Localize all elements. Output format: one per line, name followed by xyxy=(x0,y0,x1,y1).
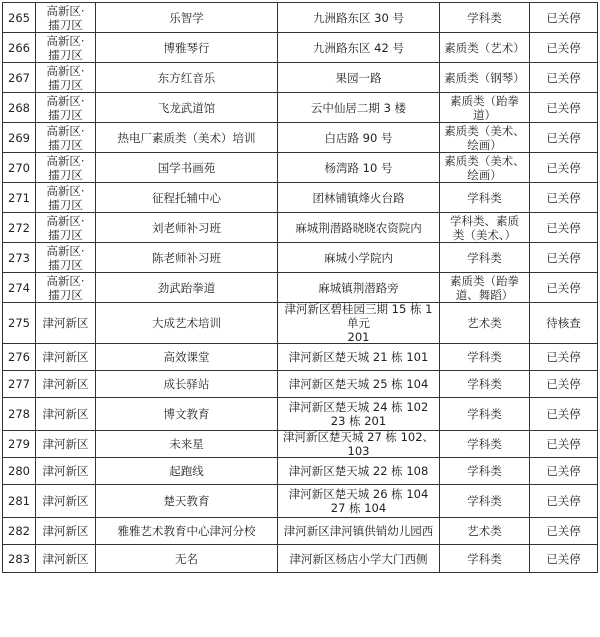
table-row xyxy=(3,183,598,213)
category-cell: 艺术类 xyxy=(440,303,530,343)
table-row xyxy=(3,344,598,371)
institution-name-cell: 乐智学 xyxy=(96,3,278,32)
district-cell: 高新区· 擂刀区 xyxy=(36,153,96,182)
row-number: 274 xyxy=(3,273,36,302)
status-cell: 已关停 xyxy=(530,243,598,272)
row-number: 277 xyxy=(3,371,36,397)
category-cell: 学科类 xyxy=(440,183,530,212)
category-cell: 素质类（跆拳 道） xyxy=(440,93,530,122)
district-cell: 津河新区 xyxy=(36,485,96,517)
institution-name-cell: 未来星 xyxy=(96,431,278,457)
table-row xyxy=(3,123,598,153)
address-cell: 麻城镇荆潜路旁 xyxy=(278,273,440,302)
row-number: 276 xyxy=(3,344,36,370)
table-row xyxy=(3,431,598,458)
table-row xyxy=(3,93,598,123)
status-cell: 已关停 xyxy=(530,153,598,182)
address-cell: 津河新区楚天城 21 栋 101 xyxy=(278,344,440,370)
row-number: 280 xyxy=(3,458,36,484)
row-number: 266 xyxy=(3,33,36,62)
status-cell: 已关停 xyxy=(530,371,598,397)
status-cell: 已关停 xyxy=(530,344,598,370)
table-row xyxy=(3,485,598,518)
institution-name-cell: 楚天教育 xyxy=(96,485,278,517)
institution-name-cell: 博雅琴行 xyxy=(96,33,278,62)
institution-name-cell: 国学书画苑 xyxy=(96,153,278,182)
table-row xyxy=(3,3,598,33)
row-number: 269 xyxy=(3,123,36,152)
district-cell: 津河新区 xyxy=(36,458,96,484)
status-cell: 已关停 xyxy=(530,273,598,302)
table-row xyxy=(3,303,598,344)
table-row xyxy=(3,545,598,573)
address-cell: 津河新区杨店小学大门西侧 xyxy=(278,545,440,572)
row-number: 283 xyxy=(3,545,36,572)
category-cell: 素质类（美术、 绘画） xyxy=(440,123,530,152)
institution-name-cell: 无名 xyxy=(96,545,278,572)
district-cell: 高新区· 擂刀区 xyxy=(36,63,96,92)
category-cell: 学科类 xyxy=(440,371,530,397)
category-cell: 学科类 xyxy=(440,458,530,484)
address-cell: 津河新区楚天城 22 栋 108 xyxy=(278,458,440,484)
address-cell: 白店路 90 号 xyxy=(278,123,440,152)
status-cell: 已关停 xyxy=(530,545,598,572)
district-cell: 高新区· 擂刀区 xyxy=(36,273,96,302)
category-cell: 素质类（艺术） xyxy=(440,33,530,62)
district-cell: 津河新区 xyxy=(36,303,96,343)
institution-name-cell: 劲武跆拳道 xyxy=(96,273,278,302)
status-cell: 已关停 xyxy=(530,431,598,457)
institution-table xyxy=(2,2,598,573)
category-cell: 学科类 xyxy=(440,431,530,457)
district-cell: 高新区· 擂刀区 xyxy=(36,183,96,212)
institution-name-cell: 成长驿站 xyxy=(96,371,278,397)
row-number: 265 xyxy=(3,3,36,32)
row-number: 270 xyxy=(3,153,36,182)
institution-name-cell: 大成艺术培训 xyxy=(96,303,278,343)
district-cell: 津河新区 xyxy=(36,344,96,370)
table-row xyxy=(3,273,598,303)
address-cell: 麻城小学院内 xyxy=(278,243,440,272)
table-row xyxy=(3,371,598,398)
category-cell: 艺术类 xyxy=(440,518,530,544)
category-cell: 学科类、素质 类（美术、） xyxy=(440,213,530,242)
institution-name-cell: 东方红音乐 xyxy=(96,63,278,92)
row-number: 282 xyxy=(3,518,36,544)
district-cell: 高新区· 擂刀区 xyxy=(36,213,96,242)
status-cell: 已关停 xyxy=(530,3,598,32)
row-number: 279 xyxy=(3,431,36,457)
status-cell: 已关停 xyxy=(530,518,598,544)
category-cell: 学科类 xyxy=(440,398,530,430)
status-cell: 已关停 xyxy=(530,485,598,517)
institution-name-cell: 雅雅艺术教育中心津河分校 xyxy=(96,518,278,544)
address-cell: 津河新区楚天城 26 栋 104 27 栋 104 xyxy=(278,485,440,517)
status-cell: 已关停 xyxy=(530,183,598,212)
category-cell: 素质类（美术、 绘画） xyxy=(440,153,530,182)
status-cell: 已关停 xyxy=(530,213,598,242)
status-cell: 已关停 xyxy=(530,93,598,122)
institution-name-cell: 飞龙武道馆 xyxy=(96,93,278,122)
status-cell: 已关停 xyxy=(530,398,598,430)
institution-name-cell: 征程托辅中心 xyxy=(96,183,278,212)
district-cell: 高新区· 擂刀区 xyxy=(36,243,96,272)
district-cell: 高新区· 擂刀区 xyxy=(36,3,96,32)
row-number: 278 xyxy=(3,398,36,430)
status-cell: 已关停 xyxy=(530,123,598,152)
category-cell: 学科类 xyxy=(440,485,530,517)
status-cell: 已关停 xyxy=(530,63,598,92)
address-cell: 津河新区楚天城 25 栋 104 xyxy=(278,371,440,397)
district-cell: 津河新区 xyxy=(36,518,96,544)
address-cell: 果园一路 xyxy=(278,63,440,92)
corner-fade-overlay xyxy=(410,590,600,637)
category-cell: 素质类（钢琴） xyxy=(440,63,530,92)
address-cell: 九洲路东区 42 号 xyxy=(278,33,440,62)
row-number: 268 xyxy=(3,93,36,122)
table-row xyxy=(3,243,598,273)
table-row xyxy=(3,213,598,243)
status-cell: 已关停 xyxy=(530,33,598,62)
category-cell: 学科类 xyxy=(440,344,530,370)
row-number: 271 xyxy=(3,183,36,212)
category-cell: 学科类 xyxy=(440,3,530,32)
address-cell: 津河新区楚天城 27 栋 102、103 xyxy=(278,431,440,457)
address-cell: 津河新区碧桂园三期 15 栋 1 单元 201 xyxy=(278,303,440,343)
table-row xyxy=(3,398,598,431)
category-cell: 学科类 xyxy=(440,243,530,272)
row-number: 281 xyxy=(3,485,36,517)
category-cell: 素质类（跆拳 道、舞蹈） xyxy=(440,273,530,302)
table-row xyxy=(3,153,598,183)
district-cell: 高新区· 擂刀区 xyxy=(36,123,96,152)
district-cell: 高新区· 擂刀区 xyxy=(36,93,96,122)
row-number: 272 xyxy=(3,213,36,242)
institution-name-cell: 热电厂素质类（美术）培训 xyxy=(96,123,278,152)
table-row xyxy=(3,63,598,93)
district-cell: 津河新区 xyxy=(36,398,96,430)
address-cell: 杨湾路 10 号 xyxy=(278,153,440,182)
institution-name-cell: 陈老师补习班 xyxy=(96,243,278,272)
institution-name-cell: 刘老师补习班 xyxy=(96,213,278,242)
row-number: 267 xyxy=(3,63,36,92)
table-row xyxy=(3,33,598,63)
row-number: 273 xyxy=(3,243,36,272)
address-cell: 津河新区楚天城 24 栋 102 23 栋 201 xyxy=(278,398,440,430)
district-cell: 高新区· 擂刀区 xyxy=(36,33,96,62)
category-cell: 学科类 xyxy=(440,545,530,572)
institution-name-cell: 博文教育 xyxy=(96,398,278,430)
institution-name-cell: 起跑线 xyxy=(96,458,278,484)
address-cell: 云中仙居二期 3 楼 xyxy=(278,93,440,122)
status-cell: 已关停 xyxy=(530,458,598,484)
district-cell: 津河新区 xyxy=(36,371,96,397)
status-cell: 待核查 xyxy=(530,303,598,343)
table-row xyxy=(3,458,598,485)
address-cell: 麻城荆潜路晓晓农资院内 xyxy=(278,213,440,242)
district-cell: 津河新区 xyxy=(36,431,96,457)
district-cell: 津河新区 xyxy=(36,545,96,572)
address-cell: 津河新区津河镇供销幼儿园西 xyxy=(278,518,440,544)
institution-name-cell: 高效课堂 xyxy=(96,344,278,370)
row-number: 275 xyxy=(3,303,36,343)
address-cell: 团林铺镇烽火台路 xyxy=(278,183,440,212)
table-row xyxy=(3,518,598,545)
address-cell: 九洲路东区 30 号 xyxy=(278,3,440,32)
